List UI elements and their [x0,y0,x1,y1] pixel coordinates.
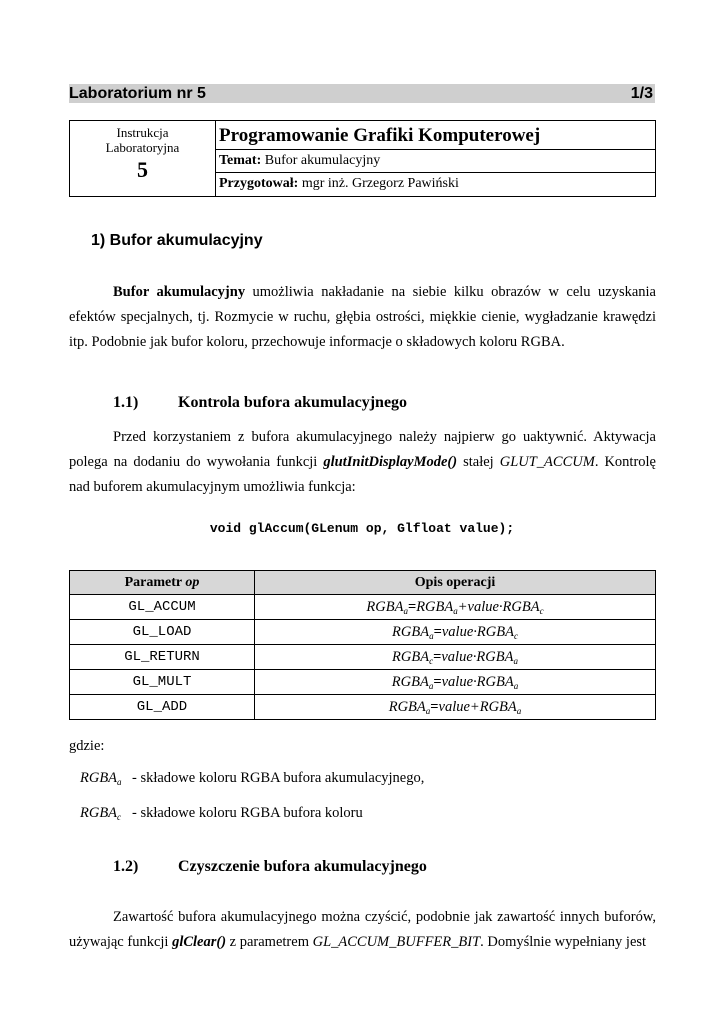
formula-cell: $RGBA_a=value+RGBA_a$ [255,695,656,720]
section-1-2-paragraph [69,905,656,955]
table-row [70,595,656,620]
formula-cell: $RGBA_a=value\cdot RGBA_c$ [255,620,656,645]
label-line1: Instrukcja [116,125,169,140]
formula-cell: $RGBA_a=RGBA_a+value\cdot RGBA_c$ [255,595,656,620]
section-1-2-heading: Czyszczenie bufora akumulacyjnego [178,858,427,875]
func-glClear: glClear() [172,934,227,950]
author-value: mgr inż. Grzegorz Pawiński [301,176,459,191]
legend-desc: - składowe koloru RGBA bufora koloru [132,805,363,821]
section-1-2-text-a: Zawartość bufora akumulacyjnego można czyścić, podobnie jak zawartość innych buforów, używając funkcji [69,909,656,950]
label-line2: Laboratoryjna [105,140,180,155]
param-cell: GL_LOAD [70,620,255,645]
page-number: 1/3 [630,85,653,102]
table-header-row [70,571,656,595]
section-1-text: umożliwia nakładanie na siebie kilku obrazów w celu uzyskania efektów specjalnych, tj. Rozmycie w ruchu, głębia ostrości, miękkie cienie, wygładzanie krawędzi itp. Podobnie jak bufor koloru, przechowuje informacje o składowych koloru RGBA. [69,284,656,350]
func-glutInitDisplayMode: glutInitDisplayMode() [323,454,458,470]
section-1-1-text-a: Przed korzystaniem z bufora akumulacyjnego należy najpierw go uaktywnić. Aktywacja polega na dodaniu do wywołania funkcji [69,429,656,470]
lab-number: 5 [137,157,148,182]
author-label: Przygotował: [219,176,299,191]
lab-info-table [69,120,656,197]
header-title: Laboratorium nr 5 [69,85,206,102]
col-header-param: Parametr op [70,571,255,595]
section-1-1-text-b: stałej [457,454,500,470]
page-header [69,84,655,103]
formula-cell: $RGBA_c=value\cdot RGBA_a$ [255,645,656,670]
formula-cell: $RGBA_a=value\cdot RGBA_a$ [255,670,656,695]
topic-row [216,150,655,173]
legend-desc: - składowe koloru RGBA bufora akumulacyjnego, [132,770,425,786]
legend-item: $RGBA_a$ - składowe koloru RGBA bufora akumulacyjnego, [80,770,425,787]
section-1-2-text-b: z parametrem [226,934,313,950]
topic-value: Bufor akumulacyjny [264,153,381,168]
section-1-paragraph [69,280,656,355]
table-row [70,645,656,670]
table-row [70,695,656,720]
section-1-2-number: 1.2) [113,858,139,875]
const-gl-accum-buffer-bit: GL_ACCUM_BUFFER_BIT [312,934,481,950]
author-row [216,173,655,196]
code-glAccum: void glAccum(GLenum op, Glfloat value); [209,521,515,536]
param-cell: GL_ACCUM [70,595,255,620]
accum-operations-table [69,570,656,720]
section-1-lead: Bufor akumulacyjny [113,284,246,300]
const-glut-accum: GLUT_ACCUM [499,454,595,470]
section-1-1-text-c: . Kontrolę nad buforem akumulacyjnym umożliwia funkcja: [69,454,656,495]
lab-info-label-cell [70,121,216,196]
table-row [70,620,656,645]
topic-label: Temat: [219,153,262,168]
section-1-1-heading: Kontrola bufora akumulacyjnego [178,394,408,411]
param-cell: GL_MULT [70,670,255,695]
section-1-1-paragraph [69,425,656,500]
legend-intro: gdzie: [69,738,105,754]
course-title: Programowanie Grafiki Komputerowej [216,121,655,150]
section-1-1-number: 1.1) [113,394,139,411]
param-cell: GL_RETURN [70,645,255,670]
section-1-heading: 1) Bufor akumulacyjny [91,232,263,249]
table-row [70,670,656,695]
param-cell: GL_ADD [70,695,255,720]
section-1-2-text-c: . Domyślnie wypełniany jest [480,934,647,950]
col-header-description: Opis operacji [255,571,656,595]
legend-item: $RGBA_c$ - składowe koloru RGBA bufora koloru [80,805,363,822]
